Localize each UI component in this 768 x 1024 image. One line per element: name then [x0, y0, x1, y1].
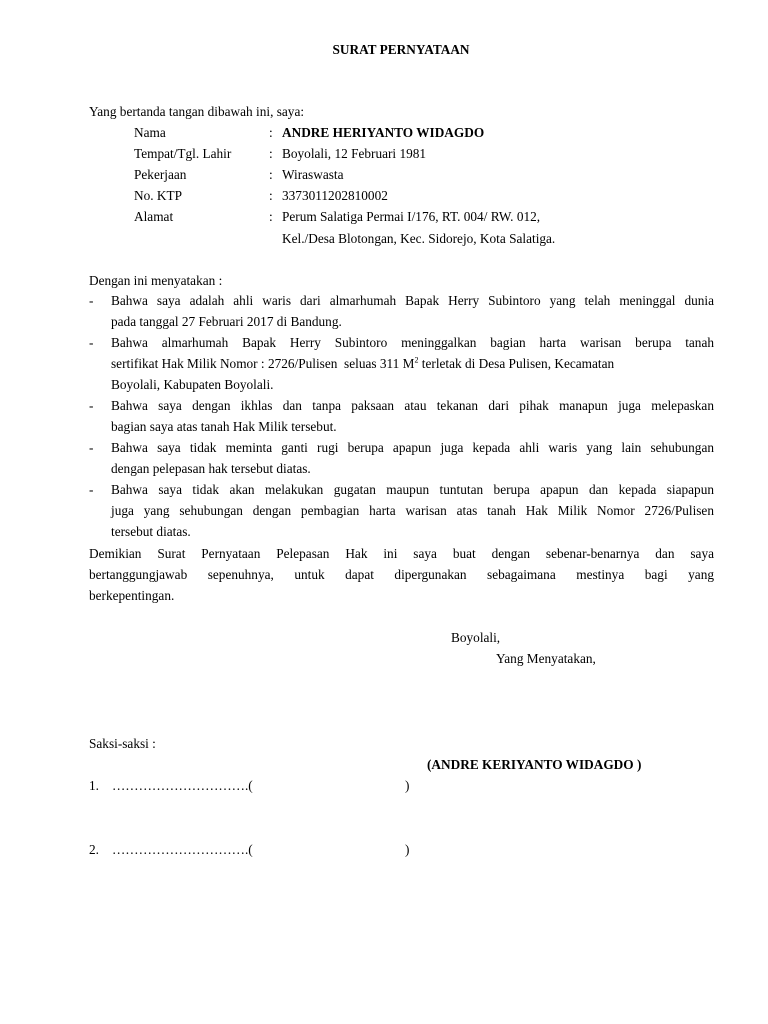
- bullet-dash: -: [89, 293, 94, 308]
- point-3-line-1: Bahwa saya dengan ikhlas dan tanpa paksaan atau tekanan dari pihak manapun juga melepaskan: [111, 398, 714, 413]
- job-label: Pekerjaan: [134, 167, 187, 182]
- address-line-2: Kel./Desa Blotongan, Kec. Sidorejo, Kota Salatiga.: [282, 231, 556, 246]
- birth-colon: :: [269, 146, 273, 161]
- point-1-line-2: pada tanggal 27 Februari 2017 di Bandung.: [111, 314, 342, 329]
- ktp-value: 3373011202810002: [282, 188, 388, 203]
- point-4-line-2: dengan pelepasan hak tersebut diatas.: [111, 461, 311, 476]
- address-colon: :: [269, 209, 273, 224]
- point-3-line-2: bagian saya atas tanah Hak Milik tersebut.: [111, 419, 337, 434]
- birth-value: Boyolali, 12 Februari 1981: [282, 146, 427, 161]
- bullet-dash: -: [89, 398, 94, 413]
- address-line-1: Perum Salatiga Permai I/176, RT. 004/ RW. 012,: [282, 209, 541, 224]
- address-label: Alamat: [134, 209, 174, 224]
- ktp-colon: :: [269, 188, 273, 203]
- witness-2-signature-line: ………………………….(: [112, 842, 253, 857]
- statement-intro: Dengan ini menyatakan :: [89, 273, 223, 288]
- job-colon: :: [269, 167, 273, 182]
- point-2-line-2: [111, 356, 714, 372]
- point-2-area-text: sertifikat Hak Milik Nomor : 2726/Pulisen seluas 311 M: [111, 356, 415, 371]
- signature-declarant: Yang Menyatakan,: [496, 651, 596, 666]
- point-2-line-1: Bahwa almarhumah Bapak Herry Subintoro meninggalkan bagian harta warisan berupa tanah: [111, 335, 714, 350]
- point-5-line-3: tersebut diatas.: [111, 524, 191, 539]
- bullet-dash: -: [89, 440, 94, 455]
- name-label: Nama: [134, 125, 166, 140]
- witness-1-number: 1.: [89, 778, 99, 793]
- point-4-line-1: Bahwa saya tidak meminta ganti rugi berupa apapun juga kepada ahli waris yang lain sehubungan: [111, 440, 714, 455]
- name-value: ANDRE HERIYANTO WIDAGDO: [282, 125, 485, 140]
- bullet-dash: -: [89, 482, 94, 497]
- witness-1-signature-line: ………………………….(: [112, 778, 253, 793]
- birth-label: Tempat/Tgl. Lahir: [134, 146, 232, 161]
- point-5-line-2: juga yang sehubungan dengan pembagian harta warisan atas tanah Hak Milik Nomor 2726/Pulisen: [111, 503, 714, 518]
- closing-line-1: Demikian Surat Pernyataan Pelepasan Hak ini saya buat dengan sebenar-benarnya dan saya: [89, 546, 714, 561]
- signature-name: (ANDRE KERIYANTO WIDAGDO ): [427, 757, 642, 772]
- signature-place: Boyolali,: [451, 630, 501, 645]
- name-colon: :: [269, 125, 273, 140]
- closing-line-2: bertanggungjawab sepenuhnya, untuk dapat dipergunakan sebagaimana mestinya bagi yang: [89, 567, 714, 582]
- document-title: SURAT PERNYATAAN: [332, 42, 470, 57]
- job-value: Wiraswasta: [282, 167, 344, 182]
- point-1-line-1: Bahwa saya adalah ahli waris dari almarhumah Bapak Herry Subintoro yang telah meninggal dunia: [111, 293, 714, 308]
- intro-text: Yang bertanda tangan dibawah ini, saya:: [89, 104, 305, 119]
- bullet-dash: -: [89, 335, 94, 350]
- ktp-label: No. KTP: [134, 188, 183, 203]
- witness-1-close-paren: ): [405, 778, 410, 793]
- point-2-location-text: terletak di Desa Pulisen, Kecamatan: [418, 356, 615, 371]
- witness-2-number: 2.: [89, 842, 99, 857]
- point-2-line-3: Boyolali, Kabupaten Boyolali.: [111, 377, 274, 392]
- witness-2-close-paren: ): [405, 842, 410, 857]
- point-2-line-2-part-a: [111, 356, 614, 372]
- superscript-2: 2: [414, 355, 419, 365]
- closing-line-3: berkepentingan.: [89, 588, 175, 603]
- witnesses-title: Saksi-saksi :: [89, 736, 156, 751]
- point-5-line-1: Bahwa saya tidak akan melakukan gugatan maupun tuntutan berupa apapun dan kepada siapapun: [111, 482, 714, 497]
